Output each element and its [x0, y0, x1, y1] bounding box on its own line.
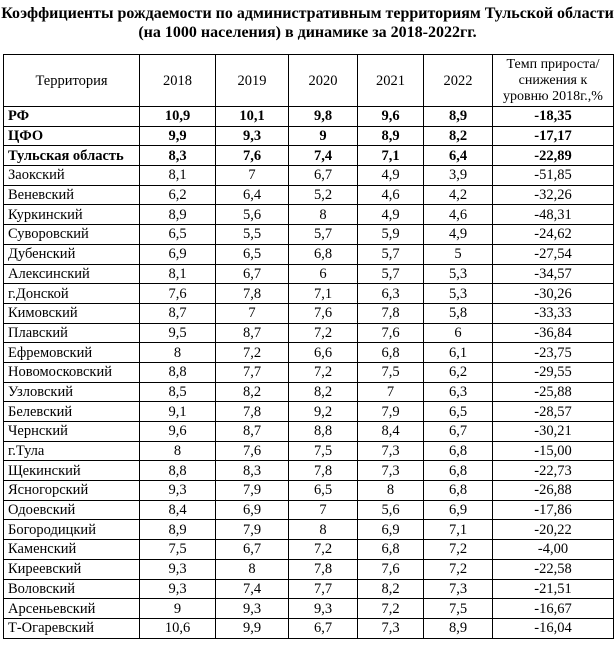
territory-name: Дубенский	[4, 244, 140, 264]
value-2018: 9,5	[140, 323, 216, 343]
territory-name: Белевский	[4, 402, 140, 422]
territory-name: Куркинский	[4, 205, 140, 225]
title-line-1: Коэффициенты рождаемости по административным территориям Тульской области	[1, 5, 614, 22]
value-2020: 6,7	[289, 618, 358, 638]
value-2021: 8	[358, 481, 424, 501]
territory-name: г.Тула	[4, 441, 140, 461]
value-2021: 6,9	[358, 520, 424, 540]
table-row	[4, 343, 614, 363]
value-2022: 7,5	[424, 599, 493, 619]
value-2021: 7,6	[358, 323, 424, 343]
value-2021: 7,1	[358, 146, 424, 166]
value-2021: 6,3	[358, 284, 424, 304]
value-2018: 8,8	[140, 362, 216, 382]
value-2022: 7,3	[424, 579, 493, 599]
value-2022: 6,5	[424, 402, 493, 422]
value-2022: 5	[424, 244, 493, 264]
value-2021: 5,7	[358, 264, 424, 284]
value-2020: 7,6	[289, 303, 358, 323]
value-growth-rate: -30,21	[493, 422, 614, 442]
value-growth-rate: -51,85	[493, 166, 614, 186]
table-row	[4, 402, 614, 422]
value-2019: 6,5	[216, 244, 289, 264]
value-2020: 5,7	[289, 225, 358, 245]
value-2019: 7,7	[216, 362, 289, 382]
table-row	[4, 126, 614, 146]
value-2022: 8,9	[424, 107, 493, 127]
value-2021: 7	[358, 382, 424, 402]
value-growth-rate: -17,17	[493, 126, 614, 146]
value-2019: 6,7	[216, 264, 289, 284]
value-2018: 6,9	[140, 244, 216, 264]
value-2019: 9,3	[216, 599, 289, 619]
value-2020: 8,8	[289, 422, 358, 442]
territory-name: Суворовский	[4, 225, 140, 245]
table-row	[4, 500, 614, 520]
value-2020: 9,8	[289, 107, 358, 127]
table-row	[4, 618, 614, 638]
table-row	[4, 540, 614, 560]
table-row	[4, 422, 614, 442]
value-2018: 8,8	[140, 461, 216, 481]
table-row	[4, 520, 614, 540]
header-territory: Территория	[4, 55, 140, 107]
value-2022: 8,2	[424, 126, 493, 146]
value-growth-rate: -18,35	[493, 107, 614, 127]
territory-name: Щекинский	[4, 461, 140, 481]
value-2019: 8,7	[216, 323, 289, 343]
value-2021: 6,8	[358, 343, 424, 363]
header-2022: 2022	[424, 55, 493, 107]
value-2020: 8	[289, 205, 358, 225]
value-2021: 7,2	[358, 599, 424, 619]
value-2018: 6,5	[140, 225, 216, 245]
table-row	[4, 284, 614, 304]
territory-name: Узловский	[4, 382, 140, 402]
value-2020: 7,2	[289, 362, 358, 382]
value-2018: 8	[140, 343, 216, 363]
territory-name: ЦФО	[4, 126, 140, 146]
territory-name: Тульская область	[4, 146, 140, 166]
value-2019: 8,2	[216, 382, 289, 402]
territory-name: Т-Огаревский	[4, 618, 140, 638]
header-2020: 2020	[289, 55, 358, 107]
value-growth-rate: -28,57	[493, 402, 614, 422]
value-2018: 8,5	[140, 382, 216, 402]
value-growth-rate: -4,00	[493, 540, 614, 560]
value-2020: 8,2	[289, 382, 358, 402]
territory-name: Алексинский	[4, 264, 140, 284]
value-2020: 7,2	[289, 540, 358, 560]
value-2021: 9,6	[358, 107, 424, 127]
value-2019: 7	[216, 166, 289, 186]
title-line-2: (на 1000 населения) в динамике за 2018-2022гг.	[138, 24, 477, 41]
value-2022: 6,7	[424, 422, 493, 442]
birth-rate-table	[3, 54, 614, 639]
value-2022: 6,1	[424, 343, 493, 363]
value-2021: 8,9	[358, 126, 424, 146]
territory-name: Арсеньевский	[4, 599, 140, 619]
value-2022: 6,2	[424, 362, 493, 382]
territory-name: г.Донской	[4, 284, 140, 304]
table-row	[4, 382, 614, 402]
value-growth-rate: -16,67	[493, 599, 614, 619]
table-row	[4, 599, 614, 619]
value-2018: 8,1	[140, 264, 216, 284]
table-row	[4, 323, 614, 343]
value-growth-rate: -26,88	[493, 481, 614, 501]
value-2020: 6	[289, 264, 358, 284]
value-2018: 8,3	[140, 146, 216, 166]
value-growth-rate: -15,00	[493, 441, 614, 461]
value-2019: 10,1	[216, 107, 289, 127]
territory-name: РФ	[4, 107, 140, 127]
value-growth-rate: -22,73	[493, 461, 614, 481]
value-2018: 9,9	[140, 126, 216, 146]
value-2018: 9,3	[140, 481, 216, 501]
value-2022: 7,1	[424, 520, 493, 540]
value-2019: 5,5	[216, 225, 289, 245]
value-2019: 8,3	[216, 461, 289, 481]
value-2021: 5,7	[358, 244, 424, 264]
value-2022: 5,3	[424, 264, 493, 284]
value-2019: 7,8	[216, 402, 289, 422]
value-2020: 9,3	[289, 599, 358, 619]
value-2018: 8,9	[140, 205, 216, 225]
value-2020: 7	[289, 500, 358, 520]
value-2019: 7	[216, 303, 289, 323]
table-body	[4, 107, 614, 639]
value-2022: 7,2	[424, 559, 493, 579]
table-row	[4, 225, 614, 245]
value-2021: 5,6	[358, 500, 424, 520]
value-growth-rate: -30,26	[493, 284, 614, 304]
value-2018: 9,6	[140, 422, 216, 442]
territory-name: Кимовский	[4, 303, 140, 323]
value-2018: 7,6	[140, 284, 216, 304]
value-growth-rate: -32,26	[493, 185, 614, 205]
value-2022: 6,8	[424, 481, 493, 501]
value-2019: 7,6	[216, 441, 289, 461]
territory-name: Киреевский	[4, 559, 140, 579]
value-2019: 7,9	[216, 481, 289, 501]
value-2019: 7,8	[216, 284, 289, 304]
value-2021: 4,9	[358, 205, 424, 225]
value-2022: 5,3	[424, 284, 493, 304]
value-2021: 7,8	[358, 303, 424, 323]
value-2019: 9,9	[216, 618, 289, 638]
table-row	[4, 362, 614, 382]
value-growth-rate: -48,31	[493, 205, 614, 225]
value-2020: 8	[289, 520, 358, 540]
value-2018: 8,1	[140, 166, 216, 186]
table-row	[4, 264, 614, 284]
value-2022: 4,9	[424, 225, 493, 245]
value-2018: 6,2	[140, 185, 216, 205]
value-2020: 7,8	[289, 559, 358, 579]
header-2021: 2021	[358, 55, 424, 107]
value-2020: 6,5	[289, 481, 358, 501]
value-2020: 7,2	[289, 323, 358, 343]
territory-name: Ефремовский	[4, 343, 140, 363]
value-2018: 8,9	[140, 520, 216, 540]
territory-name: Новомосковский	[4, 362, 140, 382]
territory-name: Ясногорский	[4, 481, 140, 501]
value-2021: 8,2	[358, 579, 424, 599]
value-growth-rate: -22,89	[493, 146, 614, 166]
table-row	[4, 244, 614, 264]
value-2022: 5,8	[424, 303, 493, 323]
value-2020: 7,7	[289, 579, 358, 599]
value-2018: 8,4	[140, 500, 216, 520]
table-title	[0, 4, 615, 42]
table-row	[4, 205, 614, 225]
value-2019: 9,3	[216, 126, 289, 146]
territory-name: Одоевский	[4, 500, 140, 520]
value-2019: 7,6	[216, 146, 289, 166]
value-2020: 6,8	[289, 244, 358, 264]
territory-name: Заокский	[4, 166, 140, 186]
territory-name: Богородицкий	[4, 520, 140, 540]
value-2020: 7,8	[289, 461, 358, 481]
value-2018: 9	[140, 599, 216, 619]
territory-name: Чернский	[4, 422, 140, 442]
table-row	[4, 107, 614, 127]
value-growth-rate: -27,54	[493, 244, 614, 264]
value-2018: 8,7	[140, 303, 216, 323]
value-growth-rate: -22,58	[493, 559, 614, 579]
value-2021: 6,8	[358, 540, 424, 560]
table-row	[4, 441, 614, 461]
value-2019: 6,9	[216, 500, 289, 520]
value-2022: 6,8	[424, 441, 493, 461]
value-2021: 7,3	[358, 618, 424, 638]
value-growth-rate: -29,55	[493, 362, 614, 382]
value-2019: 8	[216, 559, 289, 579]
value-2022: 6,8	[424, 461, 493, 481]
value-2020: 7,5	[289, 441, 358, 461]
table-row	[4, 481, 614, 501]
value-2022: 6,4	[424, 146, 493, 166]
value-growth-rate: -24,62	[493, 225, 614, 245]
value-2021: 7,6	[358, 559, 424, 579]
value-2020: 6,6	[289, 343, 358, 363]
value-2022: 6,3	[424, 382, 493, 402]
value-2022: 7,2	[424, 540, 493, 560]
value-2021: 7,5	[358, 362, 424, 382]
table-row	[4, 579, 614, 599]
value-2018: 8	[140, 441, 216, 461]
value-growth-rate: -20,22	[493, 520, 614, 540]
territory-name: Воловский	[4, 579, 140, 599]
table-row	[4, 166, 614, 186]
value-growth-rate: -17,86	[493, 500, 614, 520]
value-2022: 6,9	[424, 500, 493, 520]
value-2020: 6,7	[289, 166, 358, 186]
value-2019: 7,9	[216, 520, 289, 540]
value-2020: 5,2	[289, 185, 358, 205]
value-growth-rate: -21,51	[493, 579, 614, 599]
territory-name: Каменский	[4, 540, 140, 560]
header-row	[4, 55, 614, 107]
value-2021: 5,9	[358, 225, 424, 245]
value-2020: 7,1	[289, 284, 358, 304]
value-2021: 4,6	[358, 185, 424, 205]
value-2021: 7,3	[358, 441, 424, 461]
territory-name: Плавский	[4, 323, 140, 343]
value-2022: 4,2	[424, 185, 493, 205]
territory-name: Веневский	[4, 185, 140, 205]
header-2019: 2019	[216, 55, 289, 107]
value-2018: 10,6	[140, 618, 216, 638]
value-2019: 7,4	[216, 579, 289, 599]
value-2019: 7,2	[216, 343, 289, 363]
value-growth-rate: -23,75	[493, 343, 614, 363]
value-2019: 8,7	[216, 422, 289, 442]
table-row	[4, 461, 614, 481]
table-row	[4, 146, 614, 166]
table-row	[4, 303, 614, 323]
header-growth-rate: Темп прироста/ снижения к уровню 2018г.,%	[493, 55, 614, 107]
value-2019: 6,4	[216, 185, 289, 205]
value-growth-rate: -25,88	[493, 382, 614, 402]
value-2022: 6	[424, 323, 493, 343]
value-2022: 4,6	[424, 205, 493, 225]
header-2018: 2018	[140, 55, 216, 107]
value-2018: 9,3	[140, 559, 216, 579]
value-growth-rate: -16,04	[493, 618, 614, 638]
value-2019: 5,6	[216, 205, 289, 225]
value-2020: 9	[289, 126, 358, 146]
value-growth-rate: -36,84	[493, 323, 614, 343]
value-2021: 4,9	[358, 166, 424, 186]
table-row	[4, 559, 614, 579]
value-2022: 3,9	[424, 166, 493, 186]
value-2018: 9,3	[140, 579, 216, 599]
value-2021: 8,4	[358, 422, 424, 442]
table-row	[4, 185, 614, 205]
value-growth-rate: -34,57	[493, 264, 614, 284]
value-2018: 10,9	[140, 107, 216, 127]
value-2021: 7,9	[358, 402, 424, 422]
value-2022: 8,9	[424, 618, 493, 638]
value-2020: 9,2	[289, 402, 358, 422]
value-2019: 6,7	[216, 540, 289, 560]
value-2020: 7,4	[289, 146, 358, 166]
value-2021: 7,3	[358, 461, 424, 481]
value-2018: 9,1	[140, 402, 216, 422]
value-growth-rate: -33,33	[493, 303, 614, 323]
value-2018: 7,5	[140, 540, 216, 560]
